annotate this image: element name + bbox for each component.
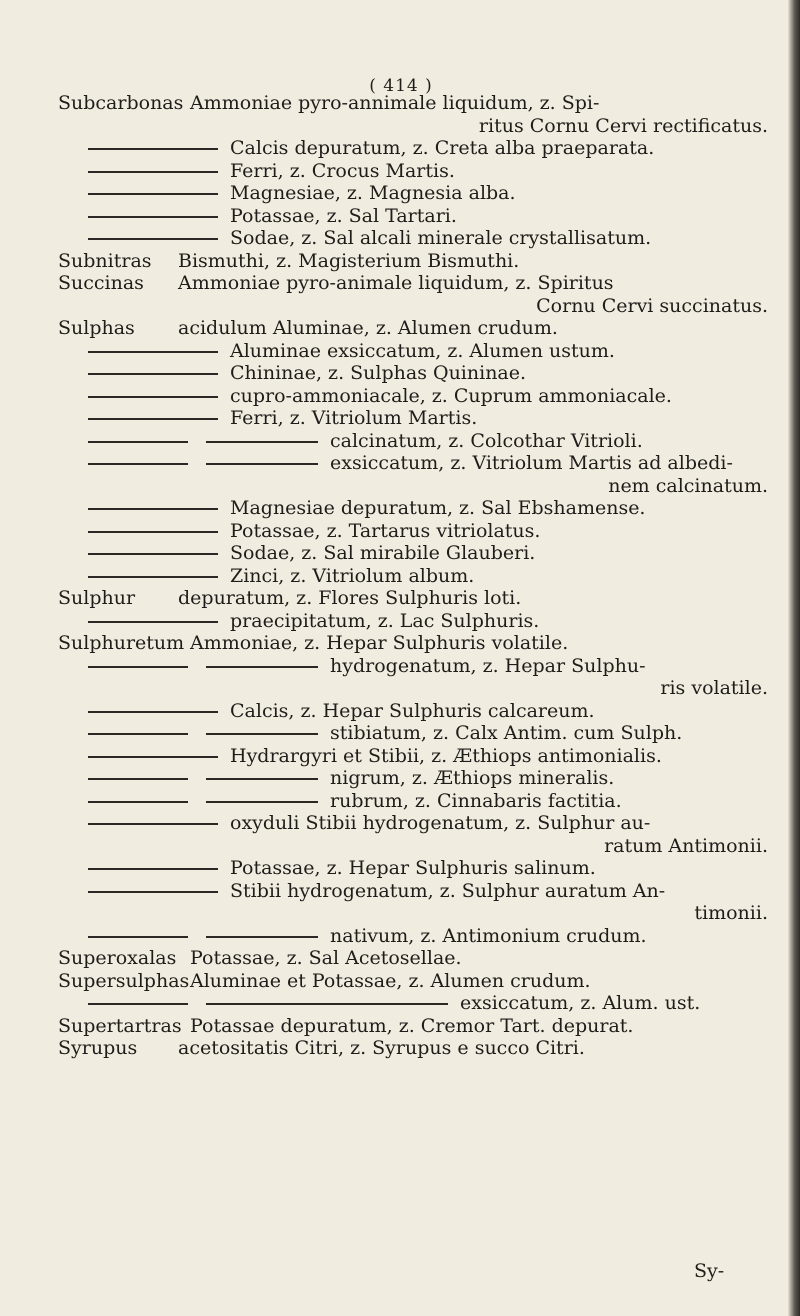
entry-line [0, 250, 790, 272]
entry-line [0, 520, 790, 542]
ditto-dash [206, 463, 318, 465]
entry-line [0, 182, 790, 204]
entry-line [0, 857, 790, 879]
ditto-dash [206, 666, 318, 668]
ditto-dash [206, 441, 318, 443]
entry-line [0, 880, 790, 902]
continuation-text: Cornu Cervi succinatus. [536, 294, 768, 317]
entry-text: Aluminae et Potassae, z. Alumen crudum. [190, 969, 591, 992]
ditto-dash [88, 216, 218, 218]
entry-continuation [0, 835, 790, 857]
entry-line [0, 610, 790, 632]
entry-head: Syrupus [58, 1037, 138, 1059]
entry-text: Potassae, z. Sal Tartari. [230, 204, 457, 227]
entry-text: Potassae, z. Tartarus vitriolatus. [230, 519, 541, 542]
ditto-dash [88, 801, 188, 803]
entry-line [0, 430, 790, 452]
ditto-dash [88, 396, 218, 398]
entry-continuation [0, 295, 790, 317]
entry-line [0, 992, 790, 1014]
ditto-dash [88, 891, 218, 893]
entry-line [0, 722, 790, 744]
entry-text: stibiatum, z. Calx Antim. cum Sulph. [330, 722, 683, 744]
entry-line [0, 970, 790, 992]
ditto-dash [88, 351, 218, 353]
entry-head: Subnitras [58, 249, 152, 272]
ditto-dash [88, 823, 218, 825]
entry-text: Potassae, z. Hepar Sulphuris salinum. [230, 857, 596, 879]
ditto-dash [88, 733, 188, 735]
entry-continuation [0, 902, 790, 924]
ditto-dash [88, 238, 218, 240]
ditto-dash [88, 778, 188, 780]
entry-line [0, 340, 790, 362]
entry-head: Superoxalas [58, 947, 177, 969]
entry-text: praecipitatum, z. Lac Sulphuris. [230, 609, 540, 632]
ditto-dash [88, 868, 218, 870]
entry-line [0, 205, 790, 227]
entry-text: Stibii hydrogenatum, z. Sulphur auratum An- [230, 879, 666, 902]
entry-line [0, 137, 790, 159]
entry-line [0, 655, 790, 677]
entry-text: Magnesiae depuratum, z. Sal Ebshamense. [230, 497, 646, 519]
entry-head: Supertartras [58, 1014, 182, 1037]
ditto-dash [88, 553, 218, 555]
entry-text: rubrum, z. Cinnabaris factitia. [330, 789, 622, 812]
ditto-dash [88, 936, 188, 938]
entry-line [0, 362, 790, 384]
continuation-text: nem calcinatum. [608, 474, 768, 497]
entry-line [0, 160, 790, 182]
entry-text: Potassae, z. Sal Acetosellae. [190, 947, 462, 969]
entry-head: Sulphas [58, 317, 135, 339]
entry-line [0, 317, 790, 339]
ditto-dash [88, 373, 218, 375]
entry-text: Ferri, z. Crocus Martis. [230, 159, 455, 182]
ditto-dash [88, 576, 218, 578]
entry-line [0, 947, 790, 969]
entry-line [0, 767, 790, 789]
entry-text: nativum, z. Antimonium crudum. [330, 924, 647, 947]
catchword: Sy- [694, 1260, 725, 1282]
page-number: ( 414 ) [369, 76, 433, 96]
entry-text: Aluminae exsiccatum, z. Alumen ustum. [230, 339, 615, 362]
entry-line [0, 925, 790, 947]
entry-line [0, 92, 790, 114]
entry-line [0, 565, 790, 587]
entry-text: Calcis depuratum, z. Creta alba praeparata. [230, 137, 655, 159]
entry-head: Subcarbonas [58, 92, 184, 114]
entry-line [0, 385, 790, 407]
entry-line [0, 227, 790, 249]
ditto-dash [88, 193, 218, 195]
entry-line [0, 745, 790, 767]
entry-text: Ammoniae pyro-annimale liquidum, z. Spi- [190, 92, 600, 114]
entry-line [0, 272, 790, 294]
entry-line [0, 587, 790, 609]
entry-line [0, 812, 790, 834]
entry-line [0, 790, 790, 812]
entry-text: depuratum, z. Flores Sulphuris loti. [178, 587, 522, 609]
entry-line [0, 632, 790, 654]
entry-head: Sulphuretum [58, 632, 185, 654]
ditto-dash [88, 531, 218, 533]
continuation-text: ratum Antimonii. [604, 834, 768, 857]
entry-text: calcinatum, z. Colcothar Vitrioli. [330, 429, 643, 452]
entry-line [0, 542, 790, 564]
ditto-dash [206, 1003, 448, 1005]
entry-continuation [0, 475, 790, 497]
entry-continuation [0, 115, 790, 137]
entry-text: Chininae, z. Sulphas Quininae. [230, 362, 527, 384]
entry-continuation [0, 677, 790, 699]
entry-text: Potassae depuratum, z. Cremor Tart. depurat. [190, 1014, 634, 1037]
entry-line [0, 407, 790, 429]
entry-text: exsiccatum, z. Vitriolum Martis ad albedi- [330, 452, 733, 474]
ditto-dash [88, 418, 218, 420]
entry-head: Sulphur [58, 587, 136, 609]
ditto-dash [206, 936, 318, 938]
entry-text: Magnesiae, z. Magnesia alba. [230, 182, 516, 204]
ditto-dash [88, 171, 218, 173]
ditto-dash [88, 148, 218, 150]
entry-text: Bismuthi, z. Magisterium Bismuthi. [178, 249, 520, 272]
ditto-dash [88, 621, 218, 623]
entry-head: Supersulphas [58, 969, 190, 992]
entry-text: Hydrargyri et Stibii, z. Æthiops antimonialis. [230, 744, 662, 767]
entry-text: oxyduli Stibii hydrogenatum, z. Sulphur au- [230, 812, 651, 834]
entry-line [0, 1015, 790, 1037]
ditto-dash [206, 733, 318, 735]
entry-text: exsiccatum, z. Alum. ust. [460, 992, 701, 1014]
entry-text: Zinci, z. Vitriolum album. [230, 564, 475, 587]
entry-text: Calcis, z. Hepar Sulphuris calcareum. [230, 699, 595, 722]
ditto-dash [88, 441, 188, 443]
entry-text: nigrum, z. Æthiops mineralis. [330, 767, 615, 789]
entry-head: Succinas [58, 272, 144, 294]
entry-text: hydrogenatum, z. Hepar Sulphu- [330, 654, 646, 677]
entry-text: cupro-ammoniacale, z. Cuprum ammoniacale. [230, 384, 672, 407]
ditto-dash [88, 1003, 188, 1005]
entry-text: Sodae, z. Sal mirabile Glauberi. [230, 542, 536, 564]
ditto-dash [88, 711, 218, 713]
entry-line [0, 452, 790, 474]
entry-line [0, 1037, 790, 1059]
ditto-dash [88, 756, 218, 758]
entry-line [0, 700, 790, 722]
continuation-text: ritus Cornu Cervi rectificatus. [478, 114, 768, 137]
continuation-text: timonii. [694, 902, 768, 924]
ditto-dash [88, 463, 188, 465]
continuation-text: ris volatile. [660, 677, 768, 699]
entry-text: Sodae, z. Sal alcali minerale crystallisatum. [230, 227, 652, 249]
entry-text: acetositatis Citri, z. Syrupus e succo Citri. [178, 1037, 585, 1059]
entry-text: acidulum Aluminae, z. Alumen crudum. [178, 317, 558, 339]
entry-text: Ammoniae, z. Hepar Sulphuris volatile. [190, 632, 569, 654]
entry-text: Ferri, z. Vitriolum Martis. [230, 407, 478, 429]
ditto-dash [206, 778, 318, 780]
entry-line [0, 497, 790, 519]
ditto-dash [206, 801, 318, 803]
ditto-dash [88, 666, 188, 668]
ditto-dash [88, 508, 218, 510]
entry-text: Ammoniae pyro-animale liquidum, z. Spiritus [178, 272, 614, 294]
